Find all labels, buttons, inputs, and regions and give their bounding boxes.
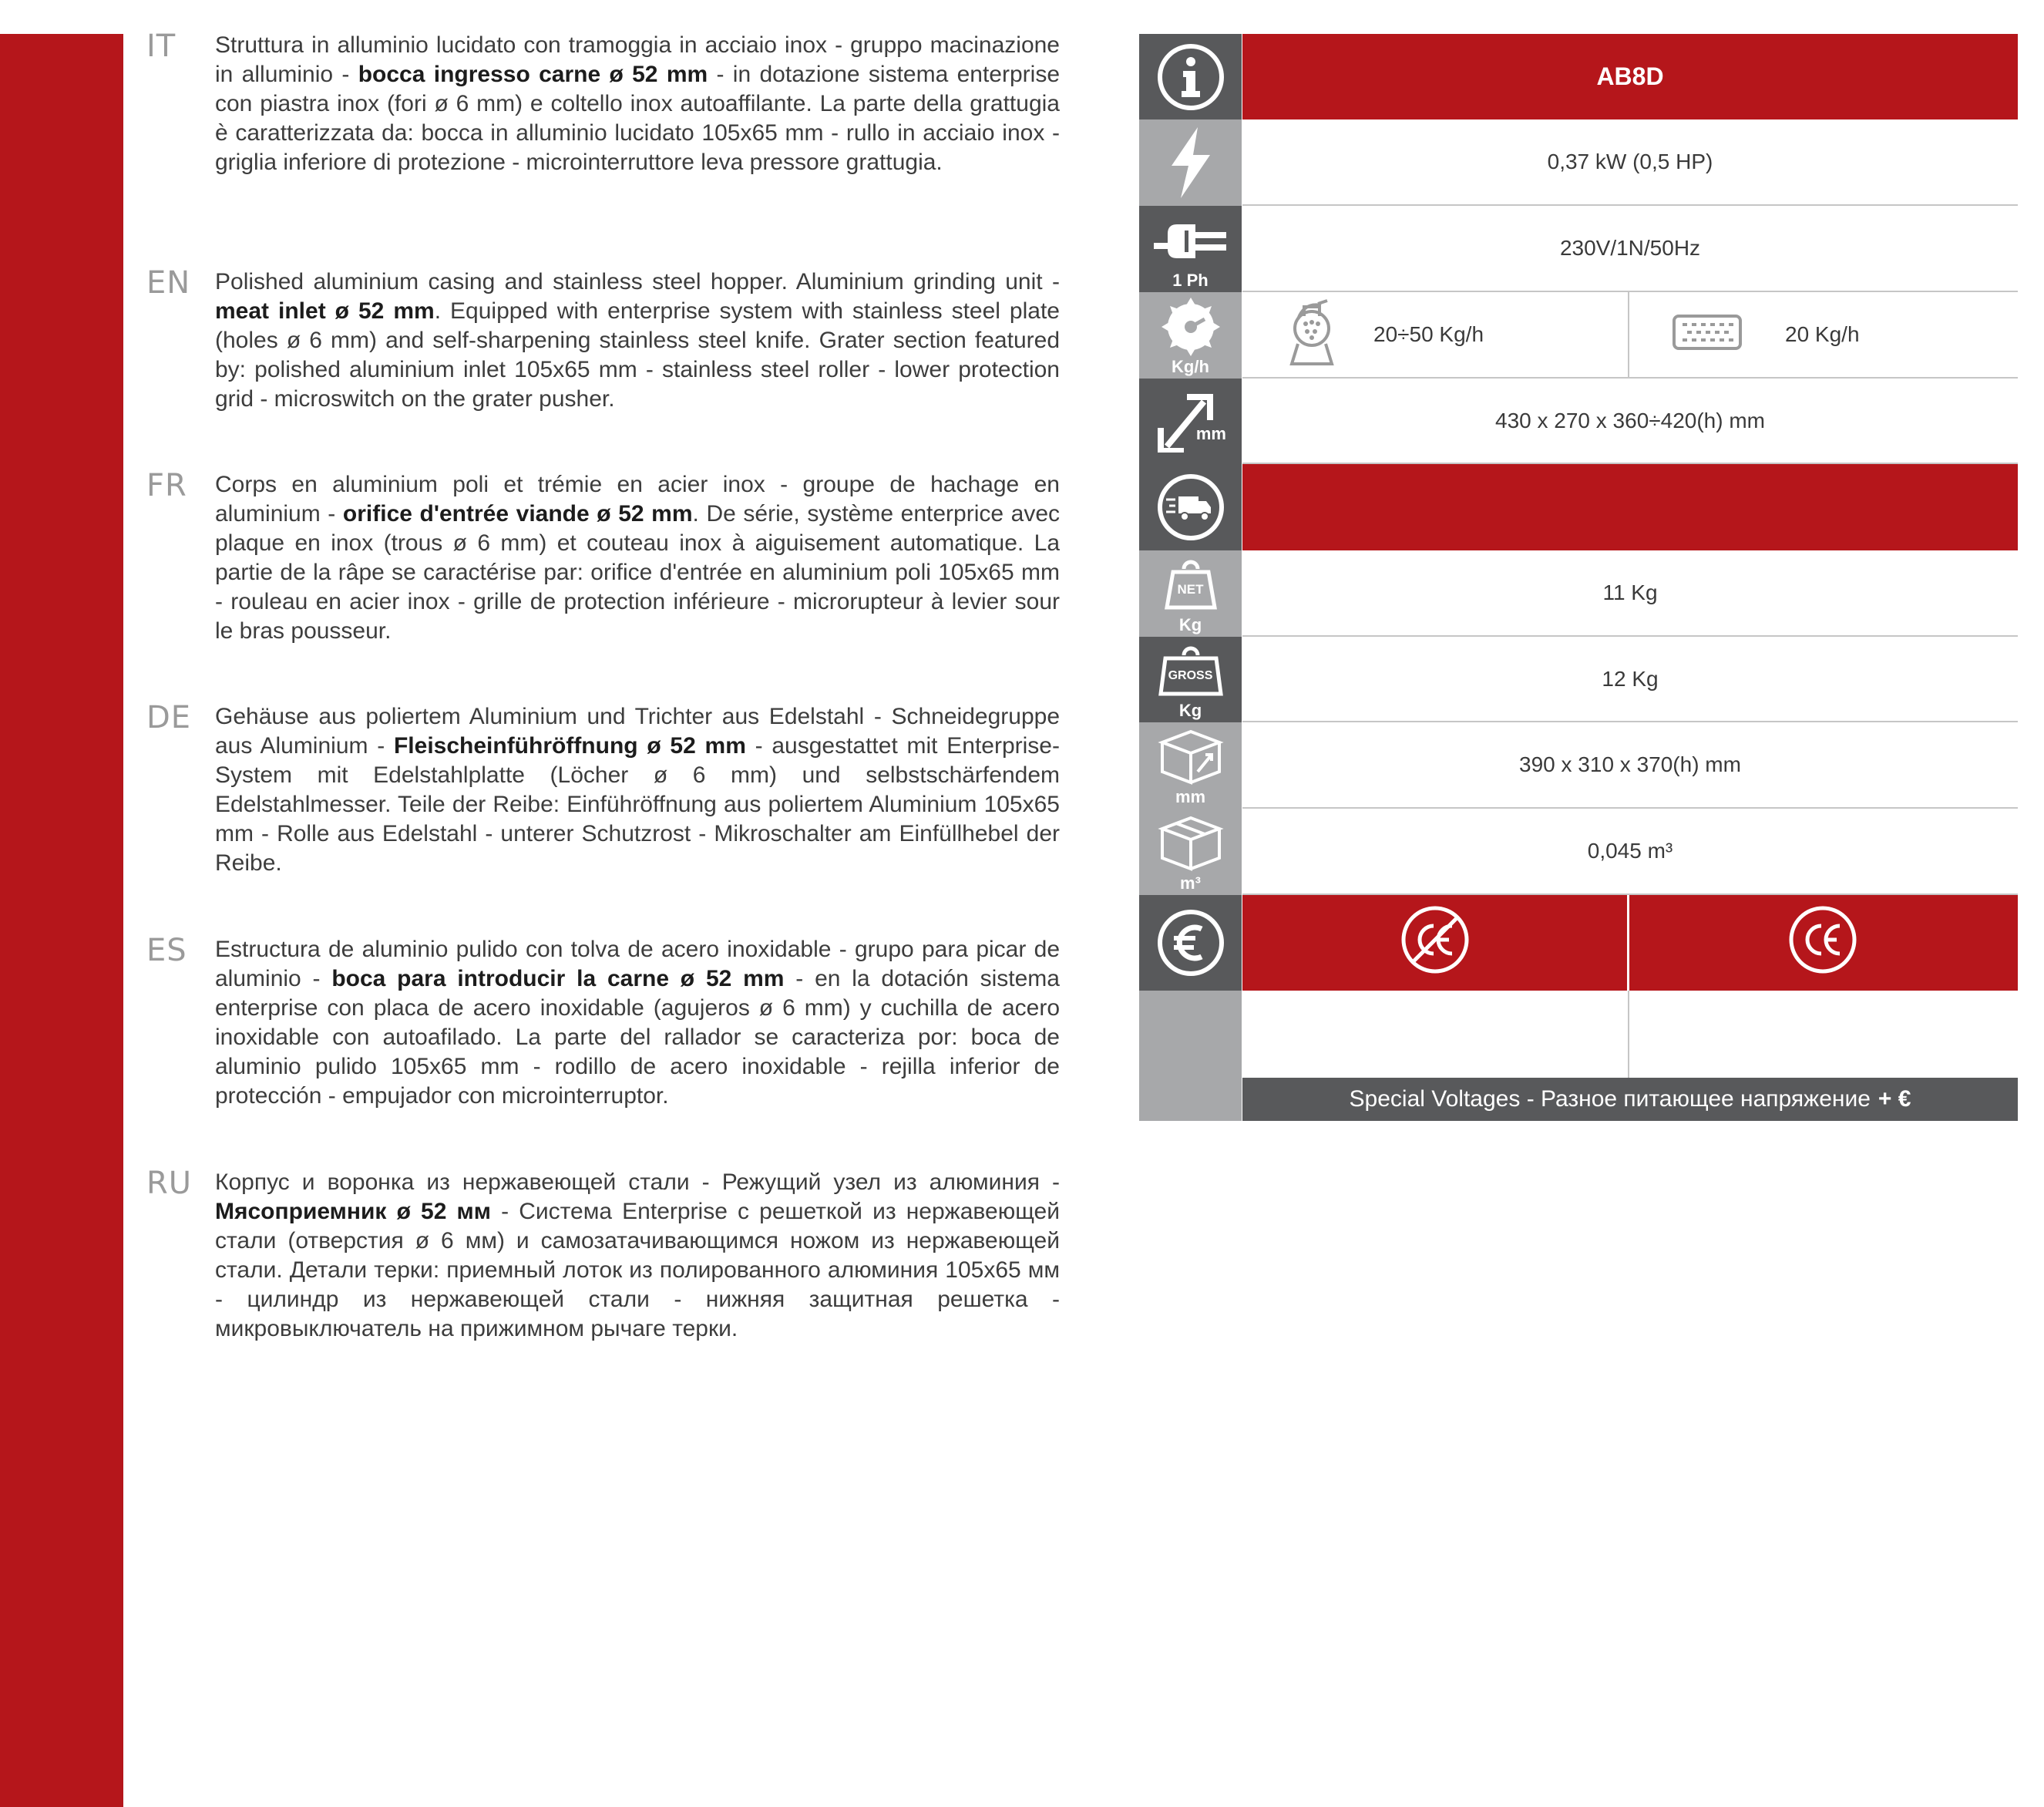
price-header (1242, 895, 2018, 991)
package-dimensions-label: mm (1175, 787, 1206, 806)
mincer-output (1242, 292, 1629, 377)
package-dimensions-row (1139, 722, 2018, 809)
info-icon (1139, 34, 1242, 119)
shipping-header (1242, 464, 2018, 550)
euro-icon (1139, 895, 1242, 991)
gross-badge: GROSS (1168, 669, 1213, 682)
language-code: EN (146, 265, 191, 301)
grater-output-value: 20 Kg/h (1785, 322, 1860, 346)
price-row-spacer (1139, 991, 1242, 1078)
special-voltages-suffix: + € (1878, 1086, 1911, 1112)
model-name: AB8D (1242, 34, 2018, 119)
grater-output (1629, 292, 2016, 377)
language-code: RU (146, 1166, 193, 1201)
description-text: Struttura in alluminio lucidato con tramoggia in acciaio inox - gruppo macinazione in alluminio - bocca ingresso carne ø 52 mm - in dotazione sistema enterprise con piastra inox (fori ø 6 mm) e coltello inox autoaffilante. La parte della grattugia è caratterizzata da: bocca in alluminio lucidato 105x65 mm - rullo in acciaio inox - griglia inferiore di protezione - microinterruttore leva pressore grattugia. (215, 32, 1061, 175)
language-code: FR (146, 468, 187, 503)
price-values (1242, 991, 2018, 1078)
non-ce-price (1242, 991, 1629, 1078)
package-dimensions-value: 390 x 310 x 370(h) mm (1242, 722, 2018, 809)
spec-table (1139, 34, 2018, 1121)
volume-label: m³ (1180, 873, 1201, 893)
description-text: Estructura de aluminio pulido con tolva de acero inoxidable - grupo para picar de aluminio - boca para introducir la carne ø 52 mm - en la dotación sistema enterprise con placa de acero inoxidable (agujeros ø 6 mm) y cuchilla de acero inoxidable con autoafilado. La parte del rallador se caracteriza por: boca de aluminio pulido 105x65 mm - rodillo de acero inoxidable - rejilla inferior de protección - empujador con microinterruptor. (215, 937, 1060, 1109)
dimensions-row (1139, 379, 2018, 464)
meat-mincer-icon (1281, 298, 1343, 372)
net-badge: NET (1177, 582, 1204, 597)
voltage-row (1139, 206, 2018, 292)
package-box-icon (1139, 722, 1242, 809)
language-code: DE (146, 700, 192, 735)
description-text: Gehäuse aus poliertem Aluminium und Trichter aus Edelstahl - Schneidegruppe aus Aluminium - Fleischeinführöffnung ø 52 mm - ausgestattet mit Enterprise-System mit Edelstahlplatte (Löcher ø 6 mm) und selbstschärfendem Edelstahlmesser. Teile der Reibe: Einführöffnung aus poliertem Aluminium 105x65 mm - Rolle aus Edelstahl - unterer Schutzrost - Mikroschalter am Einfüllhebel der Reibe. (215, 704, 1060, 876)
description-text: Polished aluminium casing and stainless steel hopper. Aluminium grinding unit - meat inlet ø 52 mm. Equipped with enterprise system with stainless steel plate (holes ø 6 mm) and self-sharpening stainless steel knife. Grater section featured by: polished aluminium inlet 105x65 mm - stainless steel roller - lower protection grid - microswitch on the grater pusher. (215, 269, 1060, 412)
model-row (1139, 34, 2018, 119)
gross-weight-label: Kg (1178, 701, 1202, 720)
description-text: Corps en aluminium poli et trémie en acier inox - groupe de hachage en aluminium - orifice d'entrée viande ø 52 mm. De série, système enterprice avec plaque en inox (trous ø 6 mm) et couteau inox à aiguisement automatique. La partie de la râpe se caractérise par: orifice d'entrée en aluminium poli 105x65 mm - rouleau en acier inox - grille de protection inférieure - microrupteur à levier sour le bras pousseur. (215, 472, 1061, 644)
output-label: Kg/h (1172, 357, 1209, 376)
gross-weight-icon (1139, 637, 1242, 722)
non-ce-column (1242, 895, 1629, 991)
power-row (1139, 119, 2018, 206)
net-weight-label: Kg (1178, 615, 1202, 634)
special-voltages-bar (1242, 1078, 2018, 1121)
volume-row (1139, 809, 2018, 895)
language-code: ES (146, 933, 187, 968)
net-weight-icon (1139, 550, 1242, 637)
description-text: Корпус и воронка из нержавеющей стали - Режущий узел из алюминия - Мясоприемник ø 52 мм - Система Enterprise с решеткой из нержавеющей стали (отверстия ø 6 мм) и самозатачивающимся ножом из нержавеющей стали. Детали терки: приемный лоток из полированного алюминия 105x65 мм - цилиндр из нержавеющей стали - нижняя защитная решетка - микровыключатель на прижимном рычаге терки. (215, 1169, 1060, 1341)
mincer-output-value: 20÷50 Kg/h (1373, 322, 1484, 346)
dimensions-value: 430 x 270 x 360÷420(h) mm (1242, 379, 2018, 464)
gross-weight-value: 12 Kg (1242, 637, 2018, 722)
lightning-icon (1139, 119, 1242, 206)
language-code: IT (146, 29, 176, 64)
shipping-header-row (1139, 464, 2018, 550)
saw-blade-icon (1139, 292, 1242, 379)
ce-column (1629, 895, 2016, 991)
dimensions-unit-label: mm (1195, 424, 1226, 443)
ce-price (1629, 991, 2016, 1078)
special-voltages-text: Special Voltages - Разное питающее напряжение (1349, 1086, 1871, 1112)
grater-icon (1672, 314, 1743, 356)
no-ce-icon (1400, 904, 1471, 981)
plug-icon (1139, 206, 1242, 292)
gross-weight-row (1139, 637, 2018, 722)
power-value: 0,37 kW (0,5 HP) (1242, 119, 2018, 206)
price-row (1139, 991, 2018, 1078)
net-weight-row (1139, 550, 2018, 637)
volume-value: 0,045 m³ (1242, 809, 2018, 895)
volume-box-icon (1139, 809, 1242, 895)
net-weight-value: 11 Kg (1242, 550, 2018, 637)
phase-label: 1 Ph (1172, 271, 1209, 290)
voltage-value: 230V/1N/50Hz (1242, 206, 2018, 292)
special-voltage-spacer (1139, 1078, 1242, 1121)
ce-mark-icon (1787, 904, 1858, 981)
resize-arrow-icon (1139, 379, 1242, 464)
delivery-truck-icon (1139, 464, 1242, 550)
output-row (1139, 292, 2018, 379)
output-values (1242, 292, 2018, 379)
side-accent-bar (0, 34, 123, 1807)
price-header-row (1139, 895, 2018, 991)
